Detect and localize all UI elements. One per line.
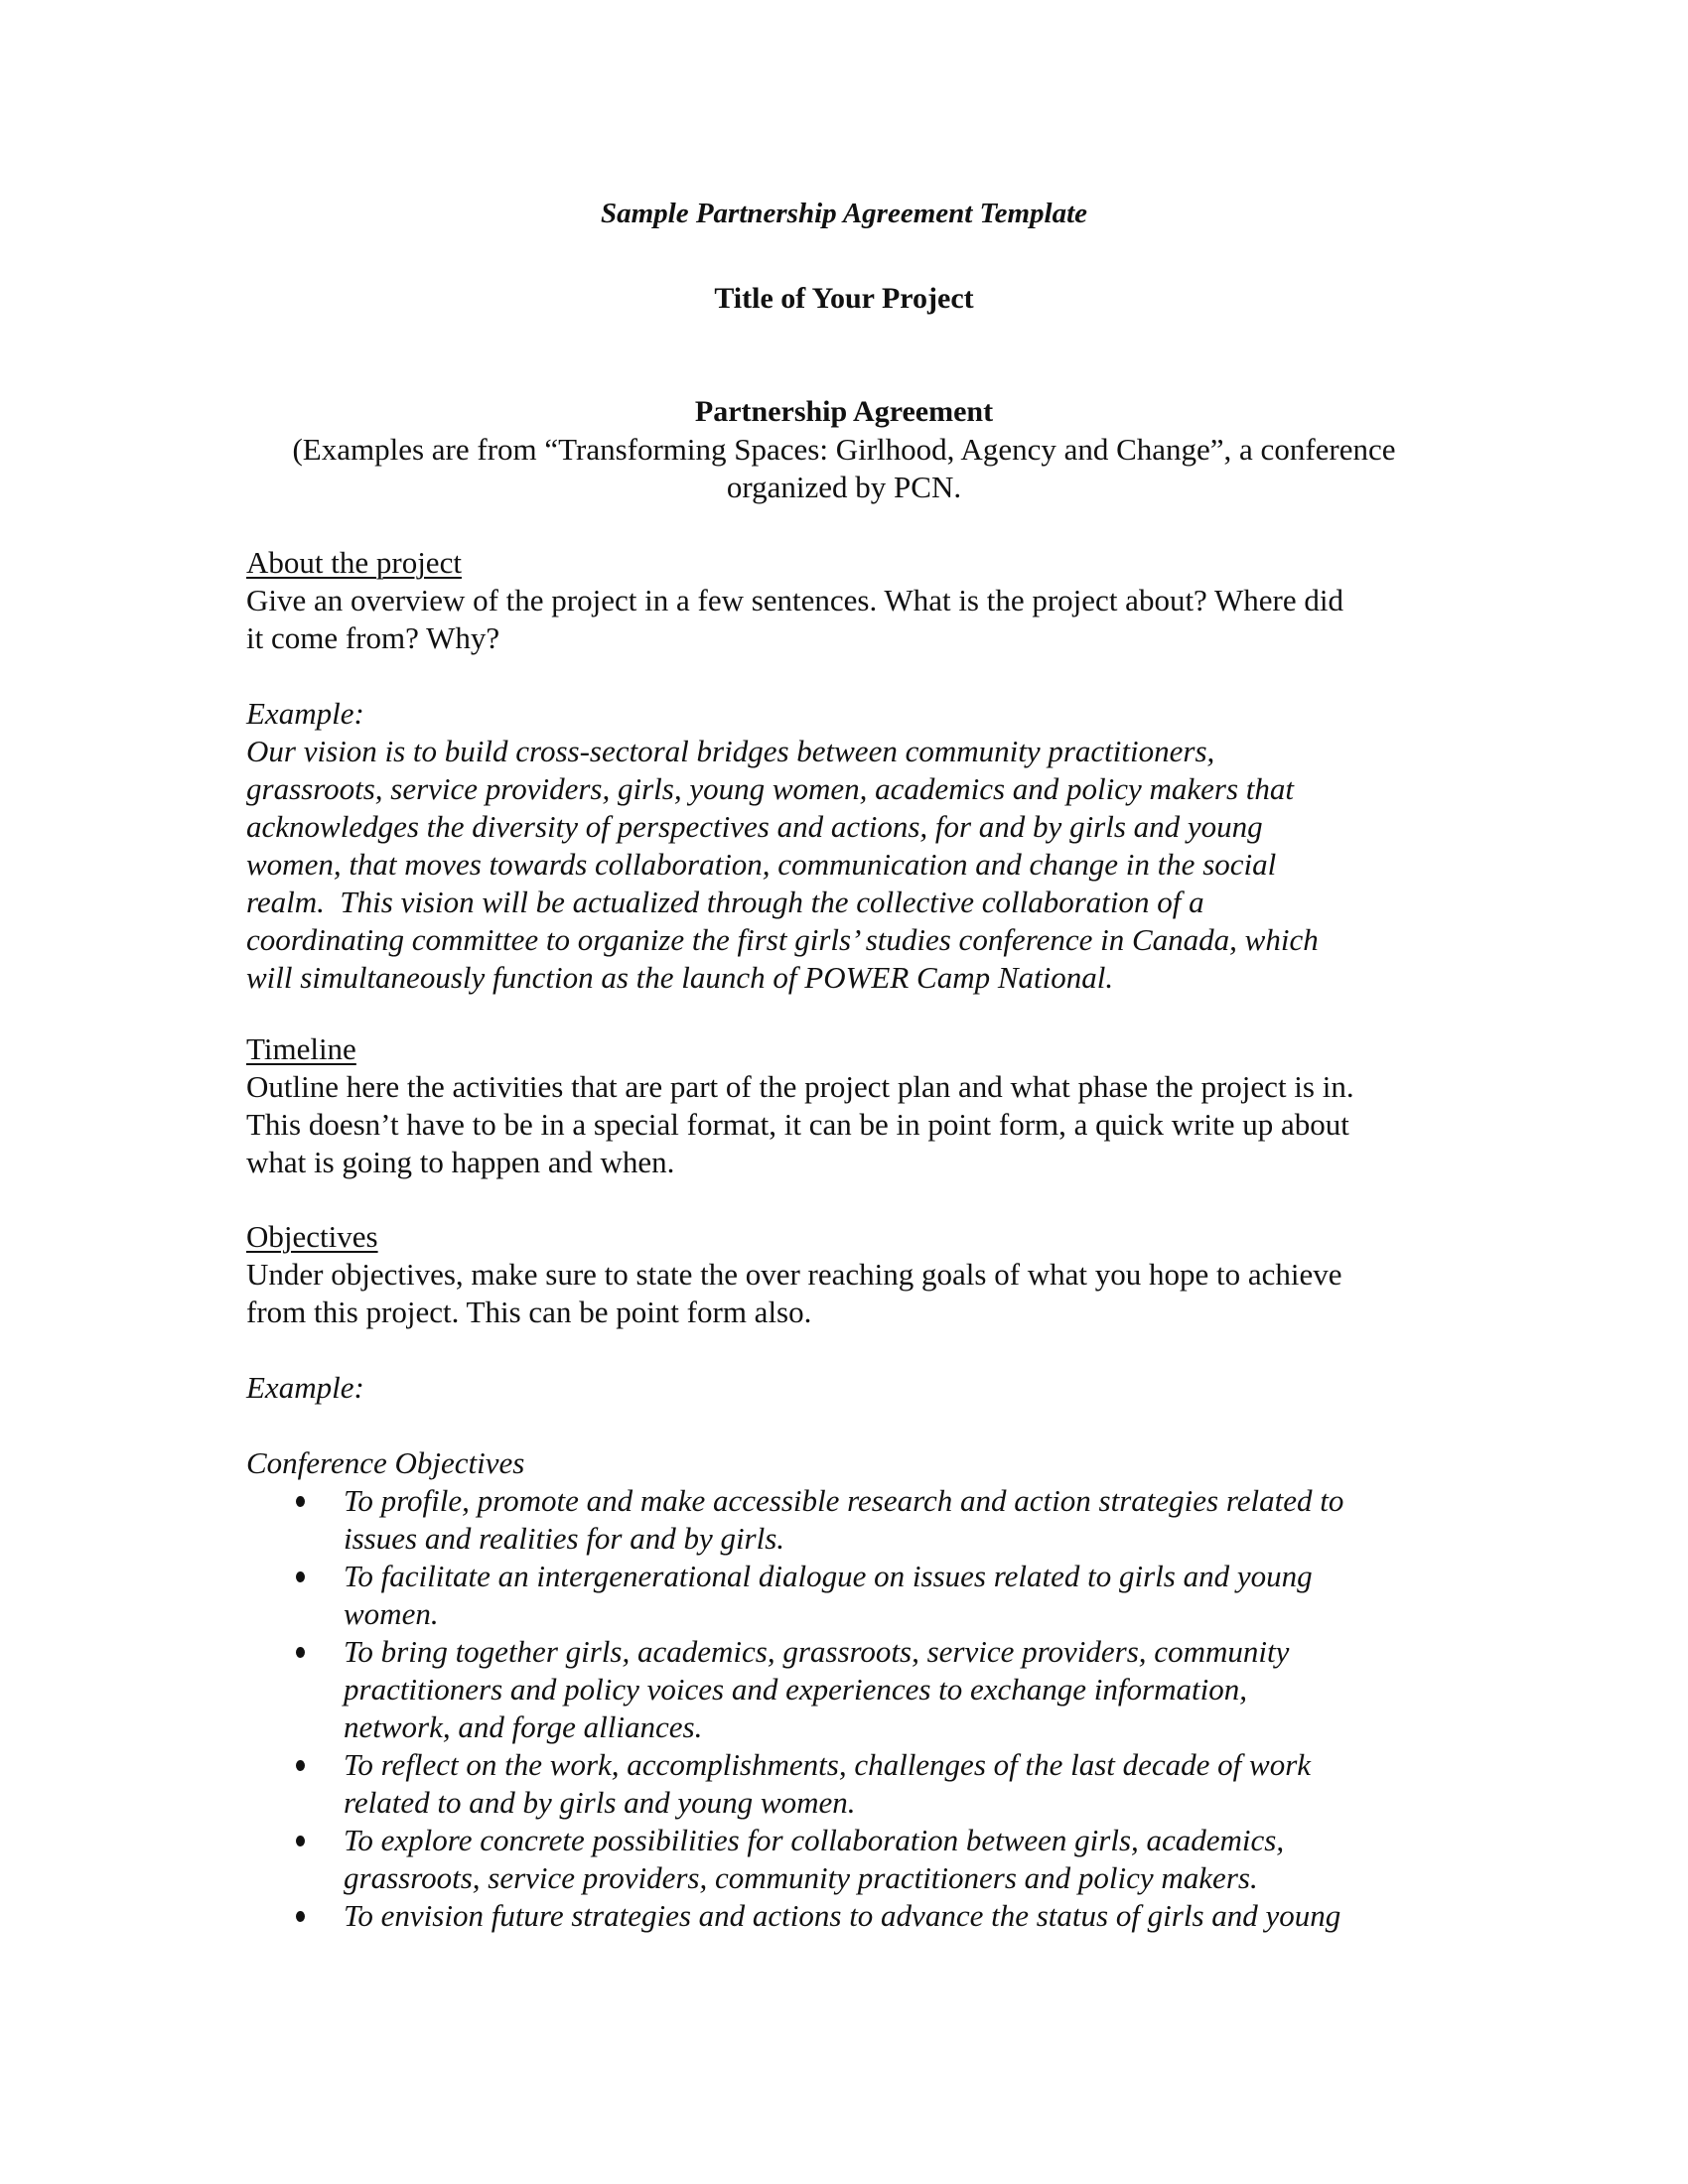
about-example-line-5: realm. This vision will be actualized through the collective collaboration of a xyxy=(246,885,1204,919)
list-item-line: practitioners and policy voices and experiences to exchange information, xyxy=(344,1672,1247,1706)
list-item xyxy=(246,1746,1468,1822)
project-title: Title of Your Project xyxy=(714,282,974,315)
about-body-line-2: it come from? Why? xyxy=(246,620,500,655)
about-example-line-6: coordinating committee to organize the first girls’ studies conference in Canada, which xyxy=(246,922,1319,957)
timeline-heading: Timeline xyxy=(246,1031,356,1066)
about-example-line-7: will simultaneously function as the launch of POWER Camp National. xyxy=(246,960,1114,995)
about-example-line-2: grassroots, service providers, girls, young women, academics and policy makers that xyxy=(246,771,1295,806)
timeline-body-line-3: what is going to happen and when. xyxy=(246,1145,675,1179)
list-item xyxy=(246,1482,1468,1558)
bullet-icon xyxy=(296,1571,305,1582)
bullet-icon xyxy=(296,1760,305,1771)
list-item-line: To reflect on the work, accomplishments, challenges of the last decade of work xyxy=(344,1747,1312,1782)
objectives-body-line-2: from this project. This can be point form also. xyxy=(246,1295,812,1329)
list-item-line: women. xyxy=(344,1596,439,1631)
intro-line-2: organized by PCN. xyxy=(726,470,962,504)
list-item-line: To envision future strategies and actions to advance the status of girls and young xyxy=(344,1898,1341,1933)
list-item-line: To facilitate an intergenerational dialogue on issues related to girls and young xyxy=(344,1559,1313,1593)
bullet-icon xyxy=(296,1836,305,1846)
about-body-line-1: Give an overview of the project in a few sentences. What is the project about? Where did xyxy=(246,583,1343,617)
list-item-line: network, and forge alliances. xyxy=(344,1709,703,1744)
objectives-body-line-1: Under objectives, make sure to state the over reaching goals of what you hope to achieve xyxy=(246,1257,1342,1292)
list-item-line: To profile, promote and make accessible research and action strategies related to xyxy=(344,1483,1344,1518)
objectives-heading: Objectives xyxy=(246,1219,378,1254)
intro-line-1: (Examples are from “Transforming Spaces: Girlhood, Agency and Change”, a conference xyxy=(292,432,1396,467)
about-example-line-3: acknowledges the diversity of perspectives and actions, for and by girls and young xyxy=(246,809,1263,844)
about-example-line-1: Our vision is to build cross-sectoral bridges between community practitioners, xyxy=(246,734,1215,768)
list-item-line: grassroots, service providers, community practitioners and policy makers. xyxy=(344,1860,1258,1895)
about-heading: About the project xyxy=(246,545,462,580)
about-example-line-4: women, that moves towards collaboration, communication and change in the social xyxy=(246,847,1277,882)
list-item xyxy=(246,1633,1468,1746)
bullet-icon xyxy=(296,1911,305,1922)
bullet-icon xyxy=(296,1496,305,1507)
conference-objectives-heading: Conference Objectives xyxy=(246,1445,525,1480)
about-section xyxy=(246,544,1448,997)
list-item-line: To explore concrete possibilities for collaboration between girls, academics, xyxy=(344,1823,1285,1857)
list-item xyxy=(246,1558,1468,1633)
agreement-heading: Partnership Agreement xyxy=(694,395,994,428)
objectives-example-label: Example: xyxy=(246,1370,364,1405)
bullet-icon xyxy=(296,1647,305,1658)
document-title: Sample Partnership Agreement Template xyxy=(600,198,1088,229)
about-example-label: Example: xyxy=(246,696,364,731)
list-item-line: related to and by girls and young women. xyxy=(344,1785,856,1820)
list-item xyxy=(246,1822,1468,1897)
objectives-section xyxy=(246,1218,1448,1482)
conference-objectives-list xyxy=(246,1482,1468,1935)
timeline-body-line-1: Outline here the activities that are part of the project plan and what phase the project is in. xyxy=(246,1069,1354,1104)
timeline-section xyxy=(246,1030,1448,1181)
list-item-line: To bring together girls, academics, grassroots, service providers, community xyxy=(344,1634,1290,1669)
timeline-body-line-2: This doesn’t have to be in a special format, it can be in point form, a quick write up about xyxy=(246,1107,1349,1142)
list-item-line: issues and realities for and by girls. xyxy=(344,1521,785,1556)
list-item xyxy=(246,1897,1468,1935)
